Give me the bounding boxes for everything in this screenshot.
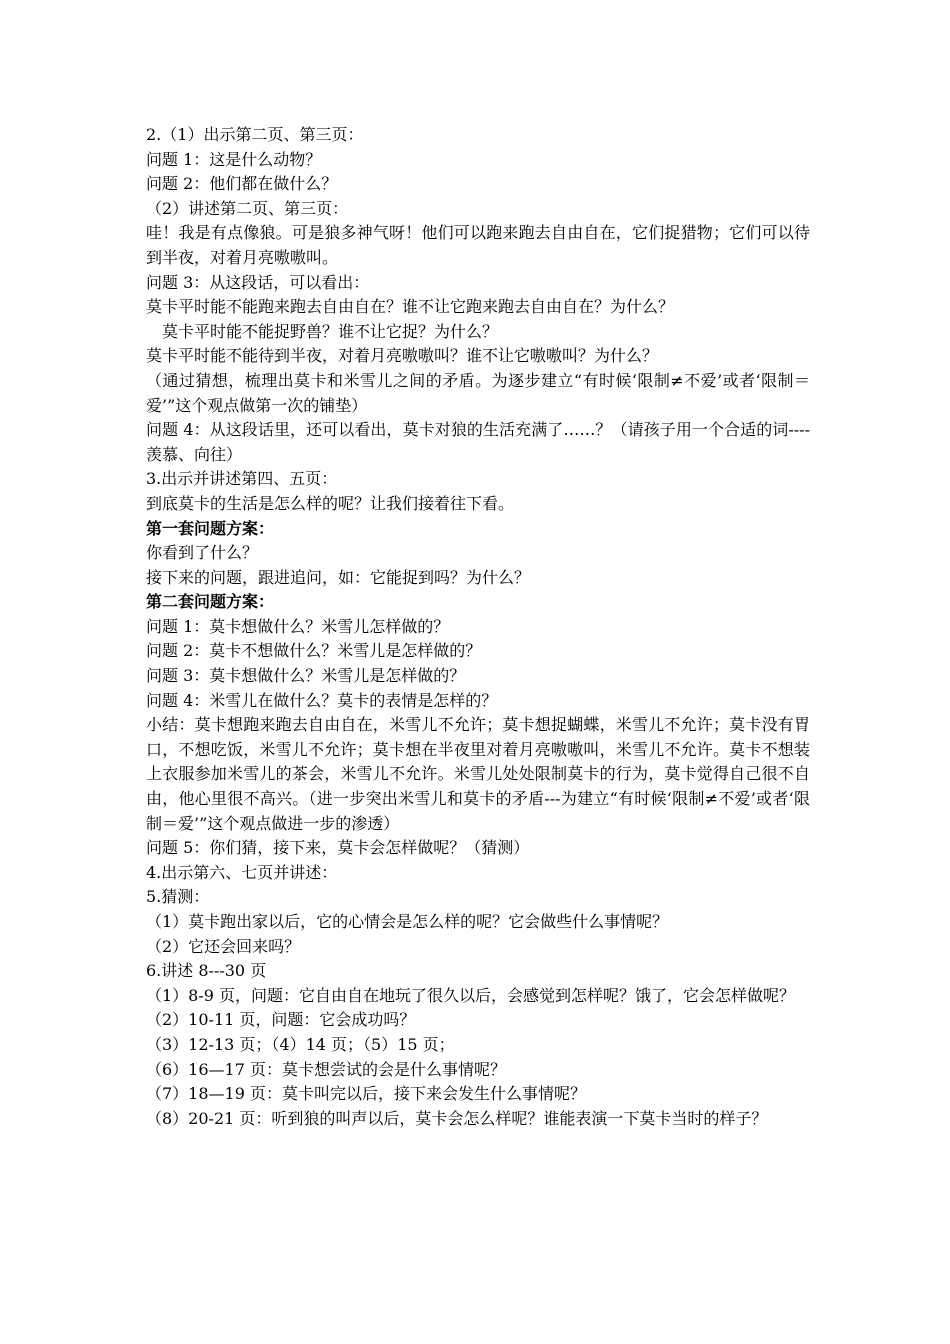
paragraph: 问题 1：莫卡想做什么？米雪儿怎样做的？	[146, 616, 450, 636]
paragraph: 2.（1）出示第二页、第三页：	[146, 125, 364, 144]
paragraph: （7）18—19 页：莫卡叫完以后，接下来会发生什么事情呢？	[146, 1084, 586, 1104]
paragraph: （1）莫卡跑出家以后，它的心情会是怎么样的呢？它会做些什么事情呢？	[146, 912, 669, 931]
paragraph: 小结：莫卡想跑来跑去自由自在，米雪儿不允许；莫卡想捉蝴蝶，米雪儿不允许；莫卡没有胃口，不想吃饭，米雪儿不允许；莫卡想在半夜里对着月亮嗷嗷叫，米雪儿不允许。莫卡不想装上衣服参加米雪儿的茶会，米雪儿不允许。米雪儿处处限制莫卡的行为，莫卡觉得自己很不自由，他心里很不高兴。（进一步突出米雪儿和莫卡的矛盾---为建立“有时候‘限制≠不爱’或者‘限制＝爱’”这个观点做进一步的渗透）	[146, 715, 810, 833]
paragraph: 到底莫卡的生活是怎么样的呢？让我们接着往下看。	[146, 493, 515, 513]
paragraph: 莫卡平时能不能待到半夜，对着月亮嗷嗷叫？谁不让它嗷嗷叫？为什么？	[146, 346, 659, 366]
paragraph: （3）12-13 页；（4）14 页；（5）15 页；	[146, 1034, 455, 1054]
paragraph: （8）20-21 页：听到狼的叫声以后，莫卡会怎么样呢？谁能表演一下莫卡当时的样子？	[146, 1108, 768, 1128]
paragraph: 问题 5：你们猜，接下来，莫卡会怎样做呢？（猜测）	[146, 838, 530, 858]
paragraph: 莫卡平时能不能捉野兽？谁不让它捉？为什么？	[162, 321, 499, 341]
paragraph: 问题 1：这是什么动物？	[146, 149, 322, 169]
paragraph: 问题 2：他们都在做什么？	[146, 174, 338, 194]
paragraph: （2）10-11 页，问题：它会成功吗？	[146, 1010, 416, 1030]
paragraph: 问题 3：从这段话，可以看出：	[146, 272, 370, 292]
paragraph: （2）它还会回来吗？	[146, 936, 301, 956]
paragraph: 接下来的问题，跟进追问，如：它能捉到吗？为什么？	[146, 567, 531, 587]
paragraph: 你看到了什么？	[146, 543, 259, 563]
paragraph: 5.猜测：	[146, 887, 210, 907]
paragraph: （2）讲述第二页、第三页：	[146, 198, 349, 218]
paragraph: 4.出示第六、七页并讲述：	[146, 862, 338, 882]
paragraph: （6）16—17 页：莫卡想尝试的会是什么事情呢？	[146, 1059, 506, 1079]
paragraph: 莫卡平时能不能跑来跑去自由自在？谁不让它跑来跑去自由自在？为什么？	[146, 297, 675, 317]
paragraph: 问题 4：从这段话里，还可以看出，莫卡对狼的生活充满了……？（请孩子用一个合适的词----羡慕、向往）	[146, 420, 810, 464]
section-heading: 第二套问题方案：	[146, 592, 275, 612]
paragraph: 问题 3：莫卡想做什么？米雪儿是怎样做的？	[146, 666, 466, 686]
paragraph: （通过猜想，梳理出莫卡和米雪儿之间的矛盾。为逐步建立“有时候‘限制≠不爱’或者‘限制＝爱’”这个观点做第一次的铺垫）	[146, 370, 810, 415]
paragraph: 3.出示并讲述第四、五页：	[146, 469, 338, 489]
document-page	[146, 123, 810, 1131]
section-heading: 第一套问题方案：	[146, 518, 275, 538]
paragraph: 哇！我是有点像狼。可是狼多神气呀！他们可以跑来跑去自由自在，它们捉猎物；它们可以待到半夜，对着月亮嗷嗷叫。	[146, 223, 810, 267]
paragraph: 6.讲述 8---30 页	[146, 961, 267, 981]
paragraph: （1）8-9 页，问题：它自由自在地玩了很久以后，会感觉到怎样呢？饿了，它会怎样做呢？	[146, 985, 796, 1005]
paragraph: 问题 2：莫卡不想做什么？米雪儿是怎样做的？	[146, 641, 482, 661]
paragraph: 问题 4：米雪儿在做什么？莫卡的表情是怎样的？	[146, 690, 498, 710]
